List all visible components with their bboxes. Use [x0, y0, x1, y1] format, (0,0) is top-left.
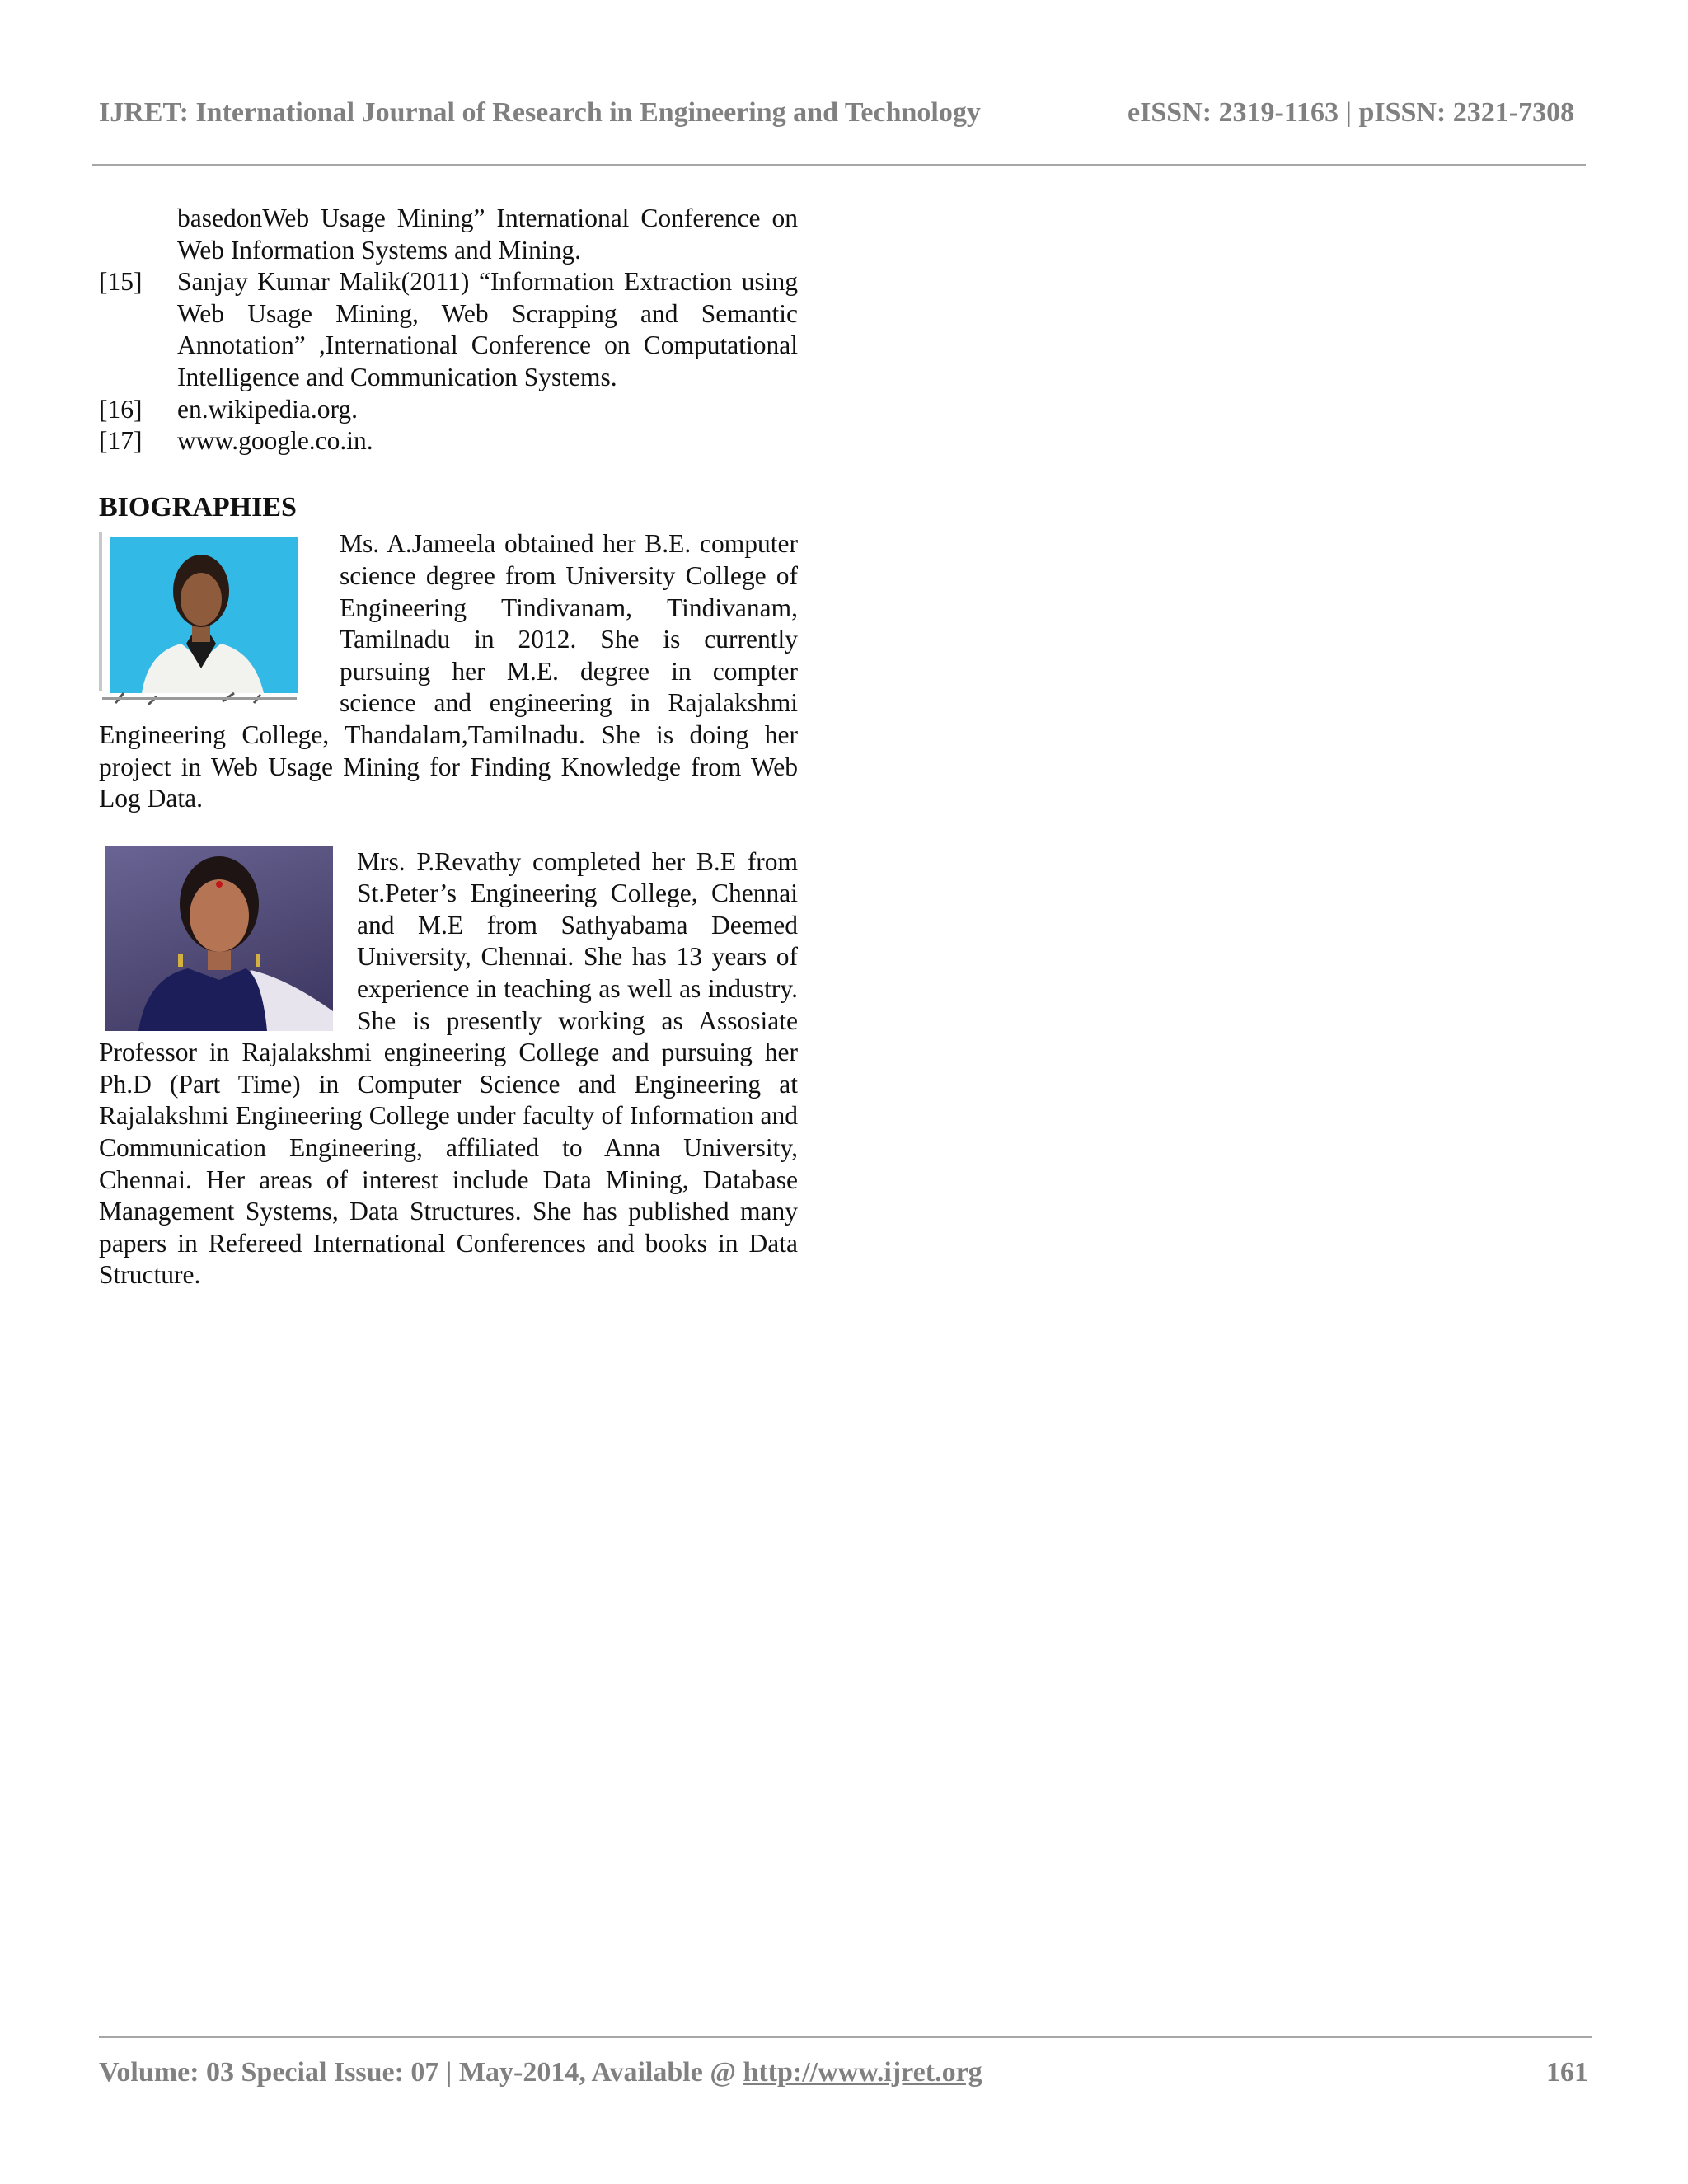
- biography-revathy: [99, 846, 798, 1291]
- reference-number: [15]: [99, 267, 143, 297]
- reference-text: basedonWeb Usage Mining” International Conference on Web Information Systems and Mining.: [177, 204, 798, 265]
- reference-text: Sanjay Kumar Malik(2011) “Information Extraction using Web Usage Mining, Web Scrapping and Semantic Annotation” ,International Conference on Computational Intelligence and Communication Systems.: [177, 267, 798, 391]
- journal-title: IJRET: International Journal of Research in Engineering and Technology: [99, 97, 981, 128]
- reference-number: [17]: [99, 426, 143, 456]
- reference-item: [99, 203, 798, 266]
- reference-item: [99, 425, 798, 457]
- left-column: [99, 203, 798, 1291]
- footer-volume: Volume: 03 Special Issue: 07 | May-2014, Available @: [99, 2057, 743, 2088]
- issn-text: eISSN: 2319-1163 | pISSN: 2321-7308: [1128, 97, 1575, 128]
- reference-number: [16]: [99, 394, 143, 424]
- author-photo: [99, 528, 302, 711]
- reference-text: en.wikipedia.org.: [177, 394, 358, 424]
- photo-underline: [102, 697, 297, 700]
- biographies-heading: BIOGRAPHIES: [99, 491, 297, 523]
- biography-text: Mrs. P.Revathy completed her B.E from St.Peter’s Engineering College, Chennai and M.E from Sathyabama Deemed University, Chennai. She has 13 years of experience in teaching as well as industry. She is presently working as Assosiate Professor in Rajalakshmi engineering College and pursuing her Ph.D (Part Time) in Computer Science and Engineering at Rajalakshmi Engineering College under faculty of Information and Communication Engineering, affiliated to Anna University, Chennai. Her areas of interest include Data Mining, Database Management Systems, Data Structures. She has published many papers in Refereed International Conferences and books in Data Structure.: [99, 846, 798, 1290]
- footer-info: [99, 2057, 982, 2088]
- footer-divider: [99, 2036, 1592, 2038]
- portrait-figure: [99, 528, 302, 711]
- page-number: 161: [1546, 2057, 1588, 2088]
- author-photo: [106, 846, 333, 1031]
- biography-jameela: [99, 528, 798, 814]
- reference-item: [99, 394, 798, 426]
- biography-text: Ms. A.Jameela obtained her B.E. computer science degree from University College of Engineering Tindivanam, Tindivanam, Tamilnadu in 2012. She is currently pursuing her M.E. degree in compter science and engineering in Rajalakshmi Engineering College, Thandalam,Tamilnadu. She is doing her project in Web Usage Mining for Finding Knowledge from Web Log Data.: [99, 529, 798, 813]
- header-divider: [92, 164, 1586, 166]
- reference-text: www.google.co.in.: [177, 426, 373, 456]
- journal-link[interactable]: http://www.ijret.org: [743, 2057, 982, 2088]
- reference-item: [99, 266, 798, 393]
- portrait-figure: [106, 846, 333, 1031]
